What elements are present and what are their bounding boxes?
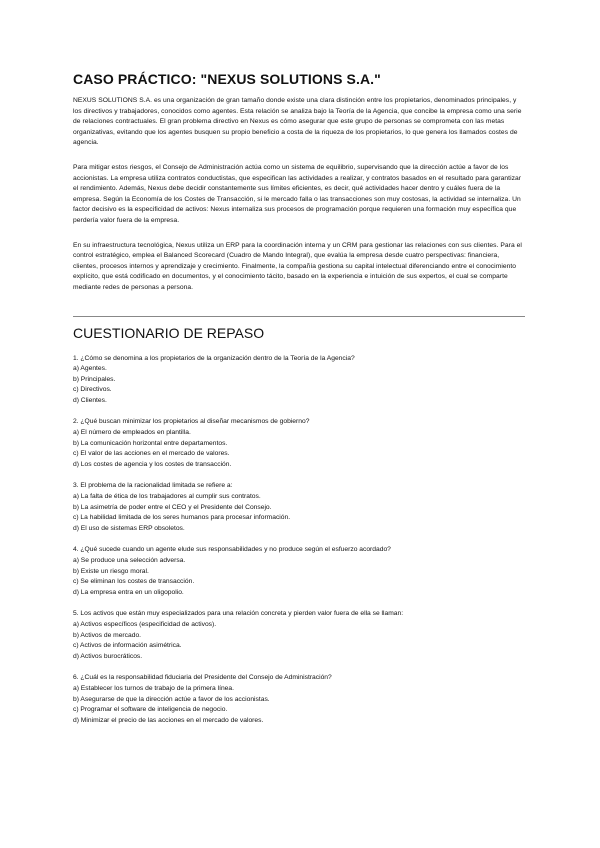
question-option: b) Asegurarse de que la dirección actúe a favor de los accionistas. bbox=[73, 695, 270, 703]
question-option: b) La asimetría de poder entre el CEO y el Presidente del Consejo. bbox=[73, 503, 272, 511]
question-option: c) La habilidad limitada de los seres humanos para procesar información. bbox=[73, 514, 291, 522]
question-2 bbox=[73, 417, 525, 470]
question-option: a) Activos específicos (especificidad de activos). bbox=[73, 620, 217, 628]
question-option: d) Minimizar el precio de las acciones en el mercado de valores. bbox=[73, 716, 264, 724]
question-text: 1. ¿Cómo se denomina a los propietarios de la organización dentro de la Teoría de la Agencia? bbox=[73, 354, 355, 362]
question-6 bbox=[73, 673, 525, 726]
question-text: 6. ¿Cuál es la responsabilidad fiduciaria del Presidente del Consejo de Administración? bbox=[73, 674, 332, 682]
question-option: c) El valor de las acciones en el mercado de valores. bbox=[73, 450, 230, 458]
question-text: 5. Los activos que están muy especializados para una relación concreta y pierden valor fuera de ella se llaman: bbox=[73, 610, 404, 618]
quiz-heading: CUESTIONARIO DE REPASO bbox=[73, 324, 265, 341]
question-option: c) Programar el software de inteligencia de negocio. bbox=[73, 706, 228, 714]
case-paragraph-2: Para mitigar estos riesgos, el Consejo de Administración actúa como un sistema de equilibrio, supervisando que la dirección actúe a favor de los accionistas. La empresa utiliza contratos conductistas, que especifican las actividades a realizar, y contratos basados en el resultado para garantizar el rendimiento. Además, Nexus debe decidir constantemente sus límites eficientes, es decir, qué actividades hacer dentro y cuáles fuera de la empresa. Según la Economía de los Costes de Transacción, si le mercado falla o las transacciones son muy costosas, la actividad se internaliza. Un factor decisivo es la especificidad de activos: Nexus internaliza sus procesos de programación porque requieren una formación muy específica que perdería valor fuera de la empresa. bbox=[73, 163, 522, 224]
question-1 bbox=[73, 354, 525, 407]
case-title: CASO PRÁCTICO: "NEXUS SOLUTIONS S.A." bbox=[73, 71, 381, 87]
question-option: d) El uso de sistemas ERP obsoletos. bbox=[73, 524, 185, 532]
question-option: a) La falta de ética de los trabajadores al cumplir sus contratos. bbox=[73, 493, 261, 501]
question-option: d) La empresa entra en un oligopolio. bbox=[73, 588, 184, 596]
question-option: a) Establecer los turnos de trabajo de la primera línea. bbox=[73, 684, 234, 692]
question-option: b) Activos de mercado. bbox=[73, 631, 142, 639]
question-text: 2. ¿Qué buscan minimizar los propietarios al diseñar mecanismos de gobierno? bbox=[73, 418, 310, 426]
question-option: c) Activos de información asimétrica. bbox=[73, 642, 182, 650]
section-divider bbox=[73, 316, 525, 317]
question-option: a) Agentes. bbox=[73, 365, 107, 373]
case-paragraph-1: NEXUS SOLUTIONS S.A. es una organización de gran tamaño donde existe una clara distinción entre los propietarios, denominados principales, y los directivos y trabajadores, conocidos como agentes. Esta relación se analiza bajo la Teoría de la Agencia, que concibe la empresa como una serie de relaciones contractuales. El gran problema directivo en Nexus es cómo asegurar que este grupo de personas se comprometa con las metas organizativas, evitando que los agentes busquen su propio beneficio a costa de la riqueza de los propietarios, lo que genera los llamados costes de agencia. bbox=[73, 97, 522, 147]
question-5 bbox=[73, 609, 525, 662]
case-paragraph-3: En su infraestructura tecnológica, Nexus utiliza un ERP para la coordinación interna y un CRM para gestionar las relaciones con sus clientes. Para el control estratégico, emplea el Balanced Scorecard (Cuadro de Mando Integral), que evalúa la empresa desde cuatro perspectivas: financiera, clientes, procesos internos y aprendizaje y crecimiento. Finalmente, la compañía gestiona su capital intelectual diferenciando entre el conocimiento explícito, que está codificado en documentos, y el conocimiento tácito, basado en la experiencia e intuición de sus expertos, el cual se comparte mediante redes de personas a persona. bbox=[73, 241, 522, 291]
question-option: a) El número de empleados en plantilla. bbox=[73, 429, 191, 437]
question-option: d) Clientes. bbox=[73, 396, 107, 404]
question-option: d) Los costes de agencia y los costes de transacción. bbox=[73, 460, 232, 468]
question-option: c) Directivos. bbox=[73, 386, 112, 394]
question-option: b) Principales. bbox=[73, 375, 116, 383]
question-option: b) Existe un riesgo moral. bbox=[73, 567, 149, 575]
question-option: c) Se eliminan los costes de transacción. bbox=[73, 578, 195, 586]
question-option: b) La comunicación horizontal entre departamentos. bbox=[73, 439, 228, 447]
question-3 bbox=[73, 481, 525, 534]
question-option: d) Activos burocráticos. bbox=[73, 652, 143, 660]
question-text: 4. ¿Qué sucede cuando un agente elude sus responsabilidades y no produce según el esfuerzo acordado? bbox=[73, 546, 391, 554]
question-text: 3. El problema de la racionalidad limitada se refiere a: bbox=[73, 482, 233, 490]
question-option: a) Se produce una selección adversa. bbox=[73, 557, 186, 564]
question-4 bbox=[73, 545, 525, 598]
document-content bbox=[73, 71, 525, 737]
